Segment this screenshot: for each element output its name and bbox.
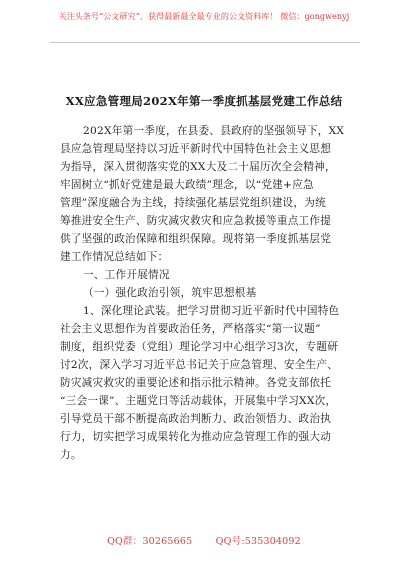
body-line: 制度，组织党委（党组）理论学习中心组学习3次，专题研 [60,341,339,353]
body-line: 管理”深度融合为主线，持续强化基层党组织建设，为统 [60,197,326,209]
footer-contact [0,533,408,547]
document-title: XX应急管理局202X年第一季度抓基层党建工作总结 [65,94,343,108]
body-line: 1、深化理论武装。把学习贯彻习近平新时代中国特色 [83,305,340,317]
header-banner: 关注头条号“公文研究”，获得最新最全最专业的公文资料库！ 微信：gongwenyj [58,12,350,21]
body-line: 县应急管理局坚持以习近平新时代中国特色社会主义思想 [60,143,332,155]
body-line: “三会一课”、主题党日等活动载体，开展集中学习XX次， [60,395,337,407]
body-line: 牢固树立“抓好党建是最大政绩”理念，以“党建+应急 [60,179,314,191]
body-line: 建工作情况总结如下： [60,251,169,263]
body-line: 筹推进安全生产、防灾减灾救灾和应急救援等重点工作提 [60,215,332,227]
body-line: 力。 [60,449,82,461]
body-line: 202X年第一季度，在县委、县政府的坚强领导下，XX [83,125,345,137]
section-heading: 一、工作开展情况 [83,269,170,281]
body-line: 防灾减灾救灾的重要论述和指示批示精神。各党支部依托 [60,377,332,389]
body-line: 行力，切实把学习成果转化为推动应急管理工作的强大动 [60,431,332,443]
body-line: 社会主义思想作为首要政治任务，严格落实“第一议题” [60,323,321,335]
header-divider [50,42,360,43]
body-line: 为指导，深入贯彻落实党的XX大及二十届历次全会精神， [60,161,336,173]
footer-qq-group: QQ群：30265665 [107,536,193,547]
body-line: 讨2次，深入学习习近平总书记关于应急管理、安全生产、 [60,359,339,371]
body-line: 引导党员干部不断提高政治判断力、政治领悟力、政治执 [60,413,332,425]
subsection-heading: （一）强化政治引领，筑牢思想根基 [83,287,257,299]
body-line: 供了坚强的政治保障和组织保障。现将第一季度抓基层党 [60,233,332,245]
footer-qq-number: QQ号:535304092 [215,536,301,547]
